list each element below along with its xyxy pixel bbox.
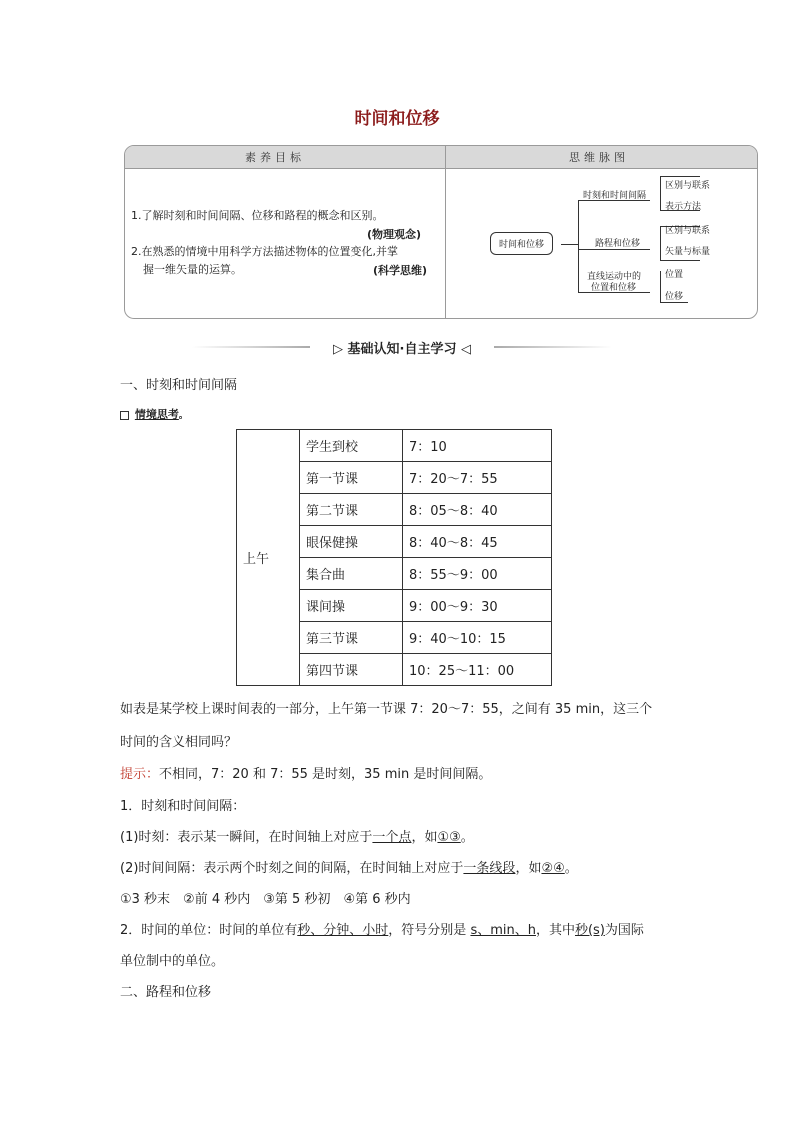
banner-arrow-left-icon: ◁	[461, 342, 471, 357]
scenario-label: 情境思考。	[120, 406, 188, 422]
mindmap-branch-2: 路程和位移	[595, 239, 641, 249]
table-row	[237, 430, 552, 462]
mindmap-connector	[660, 302, 688, 303]
point-1-heading: 1．时刻和时间间隔：	[120, 799, 246, 814]
section-banner	[310, 338, 494, 357]
point-2-text: 为国际	[604, 923, 644, 938]
point-2-answer: 秒(s)	[574, 923, 605, 938]
page-title: 时间和位移	[354, 109, 440, 129]
point-1a-text: ，如	[411, 830, 438, 845]
scenario-label-text: 情境思考	[134, 408, 179, 421]
objectives-header	[125, 146, 757, 169]
point-2-line2: 单位制中的单位。	[120, 954, 225, 969]
question-line-2: 时间的含义相同吗？	[120, 735, 238, 750]
point-1a-text: 。	[460, 830, 474, 845]
panel-divider	[445, 146, 446, 318]
mindmap-leaf: 矢量与标量	[665, 247, 711, 257]
section-heading-1: 一、时刻和时间间隔	[120, 378, 238, 393]
point-1b-text: (2)时间间隔：表示两个时刻之间的间隔，在时间轴上对应于	[120, 861, 464, 876]
event-cell: 眼保健操	[300, 526, 403, 558]
mindmap-leaf: 区别与联系	[665, 181, 711, 191]
point-1b-answer: 一条线段	[463, 861, 516, 876]
event-cell: 第二节课	[300, 494, 403, 526]
banner-arrow-right-icon: ▷	[332, 342, 343, 357]
point-1a-answer: 一个点	[372, 830, 412, 845]
mindmap-connector	[578, 200, 579, 293]
point-2-answer: s、min、h	[470, 923, 536, 938]
point-2-text: ，其中	[535, 923, 575, 938]
objective-item-1-tag: (物理观念)	[367, 228, 422, 241]
time-cell: 7：20～7：55	[403, 462, 552, 494]
point-2	[120, 919, 644, 938]
event-cell: 第三节课	[300, 622, 403, 654]
mindmap-root: 时间和位移	[490, 232, 553, 255]
point-1a-text: (1)时刻：表示某一瞬间，在时间轴上对应于	[120, 830, 373, 845]
period-cell: 上午	[237, 430, 300, 686]
mindmap-branch-3-line2: 位置和位移	[591, 283, 637, 293]
point-1b-text: ，如	[515, 861, 542, 876]
mindmap-connector	[660, 271, 661, 302]
time-cell: 9：00～9：30	[403, 590, 552, 622]
point-1a-answer: ①③	[437, 830, 461, 845]
event-cell: 学生到校	[300, 430, 403, 462]
objective-item-2-line1: 2.在熟悉的情境中用科学方法描述物体的位置变化,并掌	[131, 245, 398, 258]
objective-item-1: 1.了解时刻和时间间隔、位移和路程的概念和区别。	[131, 209, 384, 222]
mindmap-connector	[561, 244, 578, 245]
point-1b-text: 。	[564, 861, 578, 876]
mindmap-connector	[660, 260, 700, 261]
objectives-header-right: 思维脉图	[569, 151, 629, 164]
mindmap-connector	[660, 176, 700, 177]
scenario-icon	[120, 411, 129, 420]
question-line-1: 如表是某学校上课时间表的一部分，上午第一节课 7：20～7：55，之间有 35 min，这三个	[120, 702, 653, 717]
section-banner-text: 基础认知·自主学习	[347, 342, 457, 357]
objective-item-2-tag: (科学思维)	[373, 264, 428, 277]
mindmap-connector	[660, 176, 661, 210]
hint-label: 提示：	[120, 767, 160, 782]
objective-item-2-line2: 握一维矢量的运算。	[143, 263, 242, 276]
point-2-text: 2．时间的单位：时间的单位有	[120, 923, 298, 938]
section-heading-2: 二、路程和位移	[120, 985, 212, 1000]
mindmap-branch-3-line1: 直线运动中的	[587, 272, 642, 282]
objectives-panel	[124, 145, 758, 319]
mindmap-connector	[578, 249, 650, 250]
hint-paragraph	[120, 763, 491, 782]
point-1b	[120, 857, 578, 876]
examples-line: ①3 秒末 ②前 4 秒内 ③第 5 秒初 ④第 6 秒内	[120, 892, 411, 907]
event-cell: 第四节课	[300, 654, 403, 686]
mindmap-connector	[660, 226, 661, 260]
schedule-table	[236, 429, 552, 686]
banner-rule-left	[192, 346, 310, 348]
mindmap-leaf: 区别与联系	[665, 226, 711, 236]
point-2-answer: 秒、分钟、小时	[297, 923, 389, 938]
hint-text: 不相同，7：20 和 7：55 是时刻，35 min 是时间间隔。	[159, 767, 492, 782]
event-cell: 集合曲	[300, 558, 403, 590]
time-cell: 10：25～11：00	[403, 654, 552, 686]
banner-rule-right	[494, 346, 612, 348]
mindmap-branch-1: 时刻和时间间隔	[583, 191, 647, 201]
mindmap-leaf: 表示方法	[665, 202, 702, 212]
event-cell: 课间操	[300, 590, 403, 622]
time-cell: 8：55～9：00	[403, 558, 552, 590]
time-cell: 9：40～10：15	[403, 622, 552, 654]
time-cell: 7：10	[403, 430, 552, 462]
point-2-text: ，符号分别是	[388, 923, 471, 938]
time-cell: 8：05～8：40	[403, 494, 552, 526]
mindmap-leaf: 位置	[665, 270, 684, 280]
objectives-header-left: 素养目标	[245, 151, 305, 164]
event-cell: 第一节课	[300, 462, 403, 494]
point-1b-answer: ②④	[541, 861, 565, 876]
point-1a	[120, 826, 474, 845]
mindmap-leaf: 位移	[665, 292, 684, 302]
time-cell: 8：40～8：45	[403, 526, 552, 558]
